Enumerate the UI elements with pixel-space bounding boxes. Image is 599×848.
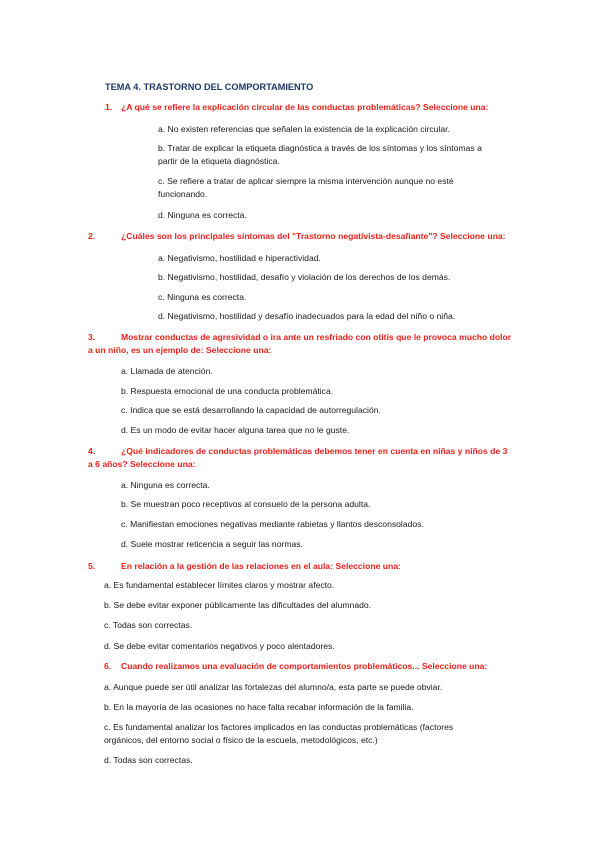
question-4-option-c: c. Manifiestan emociones negativas mediante rabietas y llantos desconsolados. bbox=[121, 519, 424, 529]
question-3-option-c: c. Indica que se está desarrollando la capacidad de autorregulación. bbox=[121, 405, 381, 415]
question-4-option-a: a. Ninguna es correcta. bbox=[121, 480, 210, 490]
question-2-option-a: a. Negativismo, hostilidad e hiperactividad. bbox=[158, 253, 321, 263]
question-4-text-line1: ¿Qué indicadores de conductas problemáticas debemos tener en cuenta en niñas y niños de 3 bbox=[121, 446, 508, 456]
question-2-option-c: c. Ninguna es correcta. bbox=[158, 292, 247, 302]
question-6-option-c-line2: orgánicos, del entorno social o físico de la escuela, metodológicos, etc.) bbox=[104, 735, 378, 745]
question-6-option-a: a. Aunque puede ser útil analizar las fortalezas del alumno/a, esta parte se puede obviar. bbox=[104, 682, 443, 692]
question-6-option-b: b. En la mayoría de las ocasiones no hace falta recabar información de la familia. bbox=[104, 702, 414, 712]
question-4-option-d: d. Suele mostrar reticencia a seguir las normas. bbox=[121, 539, 303, 549]
question-6-number: 6. bbox=[104, 661, 112, 671]
question-5-option-c: c. Todas son correctas. bbox=[104, 620, 193, 630]
question-5-option-d: d. Se debe evitar comentarios negativos y poco alentadores. bbox=[104, 641, 335, 651]
question-1-option-b-line2: partir de la etiqueta diagnóstica. bbox=[158, 156, 280, 166]
question-5-text: En relación a la gestión de las relaciones en el aula: Seleccione una: bbox=[121, 561, 401, 571]
question-3-option-d: d. Es un modo de evitar hacer alguna tarea que no le guste. bbox=[121, 425, 350, 435]
question-5-option-a: a. Es fundamental establecer límites claros y mostrar afecto. bbox=[104, 580, 335, 590]
question-6-option-c bbox=[104, 722, 514, 732]
page-title: TEMA 4. TRASTORNO DEL COMPORTAMIENTO bbox=[105, 82, 314, 92]
question-1-text: ¿A qué se refiere la explicación circular de las conductas problemáticas? Seleccione una: bbox=[121, 102, 489, 112]
question-1-option-d: d. Ninguna es correcta. bbox=[158, 210, 247, 220]
question-1-option-a: a. No existen referencias que señalen la existencia de la explicación circular. bbox=[158, 124, 450, 134]
question-6-text: Cuando realizamos una evaluación de comportamientos problemáticos... Seleccione una: bbox=[121, 661, 488, 671]
question-4-option-b: b. Se muestran poco receptivos al consuelo de la persona adulta. bbox=[121, 499, 371, 509]
question-3-number: 3. bbox=[88, 332, 96, 342]
question-6-option-c-line1: c. Es fundamental analizar los factores implicados en las conductas problemáticas (factores bbox=[104, 722, 454, 732]
question-1-option-c bbox=[158, 176, 514, 186]
question-3-text-line1: Mostrar conductas de agresividad o ira ante un resfriado con otitis que le provoca mucho dolor bbox=[121, 332, 512, 342]
question-2-option-d: d. Negativismo, hostilidad y desafío inadecuados para la edad del niño o niña. bbox=[158, 311, 456, 321]
question-1-option-c-line1: c. Se refiere a tratar de aplicar siempre la misma intervención aunque no esté bbox=[158, 176, 454, 186]
question-2-number: 2. bbox=[88, 231, 96, 241]
question-1-number: 1. bbox=[105, 102, 113, 112]
question-2-option-b: b. Negativismo, hostilidad, desafío y violación de los derechos de los demás. bbox=[158, 272, 451, 282]
question-5-option-b: b. Se debe evitar exponer públicamente las dificultades del alumnado. bbox=[104, 600, 372, 610]
question-1-option-c-line2: funcionando. bbox=[158, 189, 208, 199]
question-3-text-line2: a un niño, es un ejemplo de: Seleccione una: bbox=[88, 345, 272, 355]
question-3-option-b: b. Respuesta emocional de una conducta problemática. bbox=[121, 386, 334, 396]
question-4-text-line2: a 6 años? Seleccione una: bbox=[88, 459, 196, 469]
question-1-option-b bbox=[158, 143, 514, 153]
question-4-number: 4. bbox=[88, 446, 96, 456]
question-1-option-b-line1: b. Tratar de explicar la etiqueta diagnóstica a través de los síntomas y los síntomas a bbox=[158, 143, 482, 153]
question-5-number: 5. bbox=[88, 561, 96, 571]
question-6-option-d: d. Todas son correctas. bbox=[104, 755, 193, 765]
question-2-text: ¿Cuáles son los principales síntomas del "Trastorno negativista-desafiante"? Seleccione una: bbox=[121, 231, 506, 241]
question-3-option-a: a. Llamada de atención. bbox=[121, 366, 213, 376]
